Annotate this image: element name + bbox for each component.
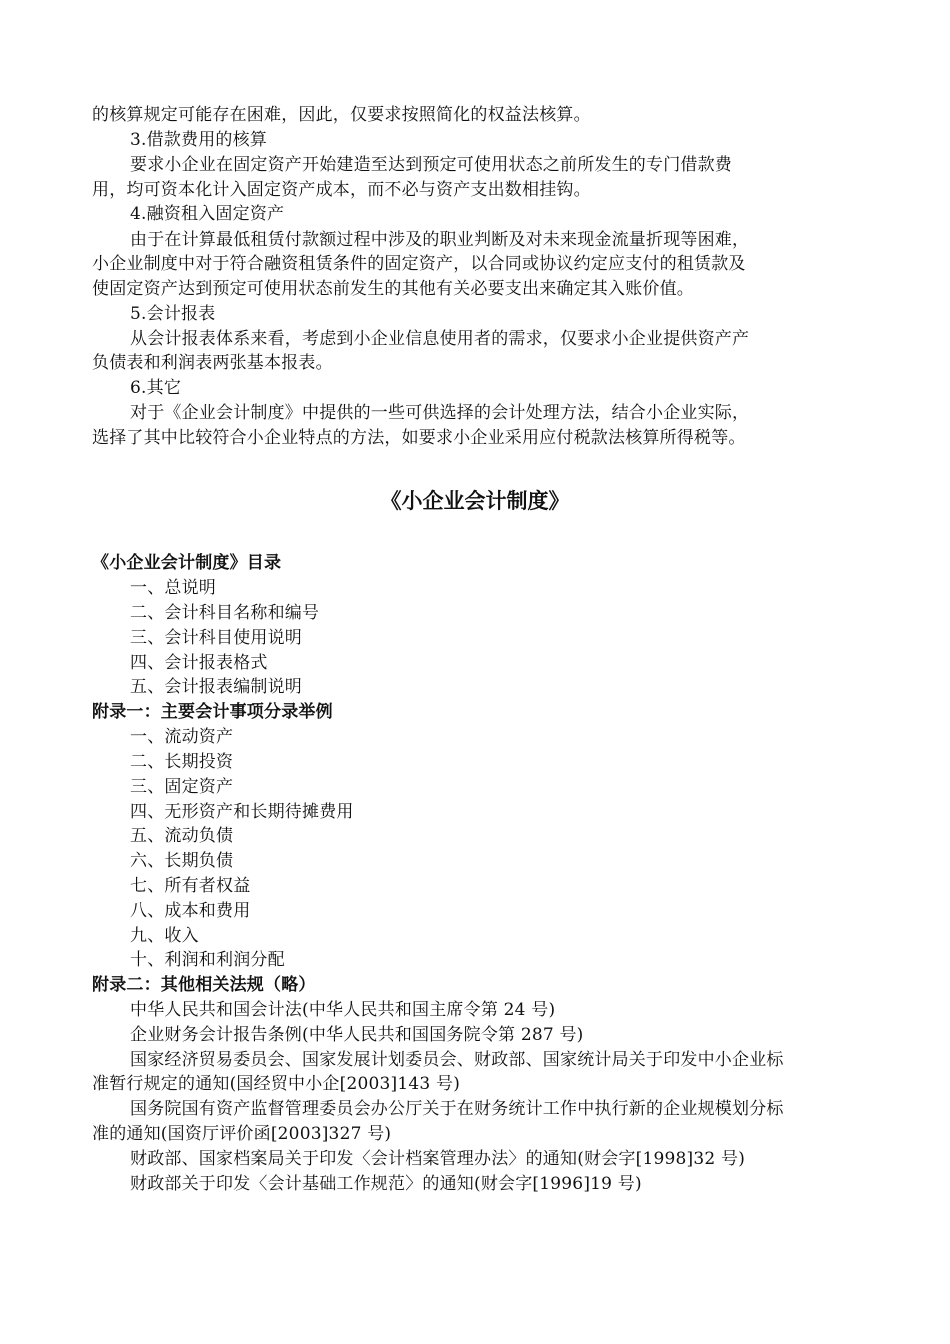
- section-heading-4: 4.融资租入固定资产: [130, 204, 285, 224]
- appendix1-item: 四、无形资产和长期待摊费用: [130, 802, 354, 822]
- appendix1-item: 二、长期投资: [130, 752, 234, 772]
- paragraph-line: 选择了其中比较符合小企业特点的方法，如要求小企业采用应付税款法核算所得税等。: [92, 428, 746, 448]
- paragraph-line: 对于《企业会计制度》中提供的一些可供选择的会计处理方法，结合小企业实际，: [130, 403, 750, 423]
- appendix1-item: 一、流动资产: [130, 727, 234, 747]
- regulation-item: 企业财务会计报告条例(中华人民共和国国务院令第 287 号): [130, 1025, 584, 1045]
- paragraph-line: 用，均可资本化计入固定资产成本，而不必与资产支出数相挂钩。: [92, 180, 591, 200]
- toc-item: 三、会计科目使用说明: [130, 628, 302, 648]
- appendix2-heading: 附录二：其他相关法规（略）: [92, 975, 316, 995]
- paragraph-line: 的核算规定可能存在困难，因此，仅要求按照简化的权益法核算。: [92, 105, 591, 125]
- toc-item: 二、会计科目名称和编号: [130, 603, 320, 623]
- paragraph-line: 小企业制度中对于符合融资租赁条件的固定资产，以合同或协议约定应支付的租赁款及: [92, 254, 746, 274]
- appendix1-item: 六、长期负债: [130, 851, 234, 871]
- toc-item: 一、总说明: [130, 578, 216, 598]
- regulation-item-continued: 准的通知(国资厅评价函[2003]327 号): [92, 1124, 392, 1144]
- appendix1-item: 七、所有者权益: [130, 876, 251, 896]
- appendix1-item: 八、成本和费用: [130, 901, 251, 921]
- toc-heading: 《小企业会计制度》目录: [92, 553, 282, 573]
- appendix1-item: 三、固定资产: [130, 777, 234, 797]
- paragraph-line: 要求小企业在固定资产开始建造至达到预定可使用状态之前所发生的专门借款费: [130, 155, 732, 175]
- regulation-item: 国务院国有资产监督管理委员会办公厅关于在财务统计工作中执行新的企业规模划分标: [130, 1099, 784, 1119]
- paragraph-line: 负债表和利润表两张基本报表。: [92, 353, 333, 373]
- paragraph-line: 由于在计算最低租赁付款额过程中涉及的职业判断及对未来现金流量折现等困难，: [130, 230, 750, 250]
- regulation-item: 国家经济贸易委员会、国家发展计划委员会、财政部、国家统计局关于印发中小企业标: [130, 1050, 784, 1070]
- document-title: 《小企业会计制度》: [380, 489, 570, 513]
- toc-item: 四、会计报表格式: [130, 653, 268, 673]
- appendix1-item: 九、收入: [130, 926, 199, 946]
- section-heading-6: 6.其它: [130, 378, 182, 398]
- section-heading-3: 3.借款费用的核算: [130, 130, 268, 150]
- regulation-item: 中华人民共和国会计法(中华人民共和国主席令第 24 号): [130, 1000, 556, 1020]
- paragraph-line: 使固定资产达到预定可使用状态前发生的其他有关必要支出来确定其入账价值。: [92, 279, 694, 299]
- appendix1-heading: 附录一：主要会计事项分录举例: [92, 702, 333, 722]
- regulation-item-continued: 准暂行规定的通知(国经贸中小企[2003]143 号): [92, 1074, 461, 1094]
- toc-item: 五、会计报表编制说明: [130, 677, 302, 697]
- regulation-item: 财政部、国家档案局关于印发〈会计档案管理办法〉的通知(财会字[1998]32 号): [130, 1149, 746, 1169]
- paragraph-line: 从会计报表体系来看，考虑到小企业信息使用者的需求，仅要求小企业提供资产产: [130, 329, 750, 349]
- appendix1-item: 五、流动负债: [130, 826, 234, 846]
- section-heading-5: 5.会计报表: [130, 304, 216, 324]
- appendix1-item: 十、利润和利润分配: [130, 950, 285, 970]
- regulation-item: 财政部关于印发〈会计基础工作规范〉的通知(财会字[1996]19 号): [130, 1174, 642, 1194]
